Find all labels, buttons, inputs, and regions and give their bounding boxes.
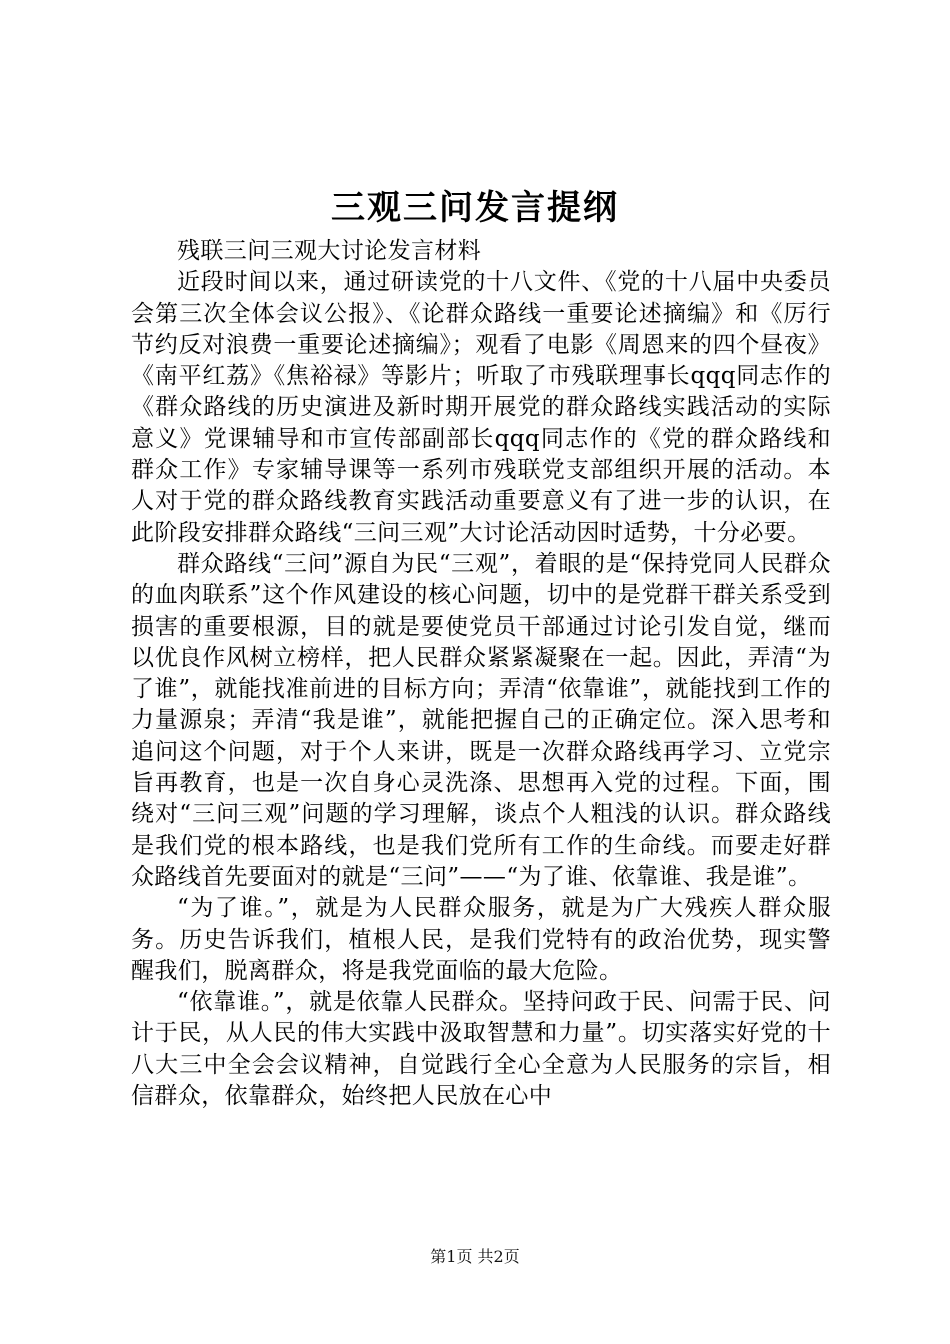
three-questions-paragraph: 群众路线“三问”源自为民“三观”，着眼的是“保持党同人民群众的血肉联系”这个作风建设的核心问题，切中的是党群干群关系受到损害的重要根源，目的就是要使党员干部通过讨论引发自觉，继而以优良作风树立榜样，把人民群众紧紧凝聚在一起。因此，弄清“为了谁”，就能找准前进的目标方向；弄清“依靠谁”，就能找到工作的力量源泉；弄清“我是谁”，就能把握自己的正确定位。深入思考和追问这个问题，对于个人来讲，既是一次群众路线再学习、立党宗旨再教育，也是一次自身心灵洗涤、思想再入党的过程。下面，围绕对“三问三观”问题的学习理解，谈点个人粗浅的认识。群众路线是我们党的根本路线，也是我们党所有工作的生命线。而要走好群众路线首先要面对的就是“三问”——“为了谁、依靠谁、我是谁”。 <box>131 550 831 890</box>
document-body <box>131 236 831 1112</box>
rely-on-whom-paragraph: “依靠谁。”，就是依靠人民群众。坚持问政于民、问需于民、问计于民，从人民的伟大实践中汲取智慧和力量”。切实落实好党的十八大三中全会会议精神，自觉践行全心全意为人民服务的宗旨，相信群众，依靠群众，始终把人民放在心中 <box>131 989 831 1110</box>
intro-paragraph: 近段时间以来，通过研读党的十八文件、《党的十八届中央委员会第三次全体会议公报》、《论群众路线一重要论述摘编》和《厉行节约反对浪费一重要论述摘编》；观看了电影《周恩来的四个昼夜》《南平红荔》《焦裕禄》等影片；听取了市残联理事长qqq同志作的《群众路线的历史演进及新时期开展党的群众路线实践活动的实际意义》党课辅导和市宣传部副部长qqq同志作的《党的群众路线和群众工作》专家辅导课等一系列市残联党支部组织开展的活动。本人对于党的群众路线教育实践活动重要意义有了进一步的认识，在此阶段安排群众路线“三问三观”大讨论活动因时适势，十分必要。 <box>131 269 831 546</box>
for-whom-paragraph: “为了谁。”，就是为人民群众服务，就是为广大残疾人群众服务。历史告诉我们，植根人民，是我们党特有的政治优势，现实警醒我们，脱离群众，将是我党面临的最大危险。 <box>131 895 831 984</box>
document-title: 三观三问发言提纲 <box>331 188 619 228</box>
subtitle-paragraph: 残联三问三观大讨论发言材料 <box>177 238 482 264</box>
page-footer: 第1页 共2页 <box>430 1247 520 1266</box>
